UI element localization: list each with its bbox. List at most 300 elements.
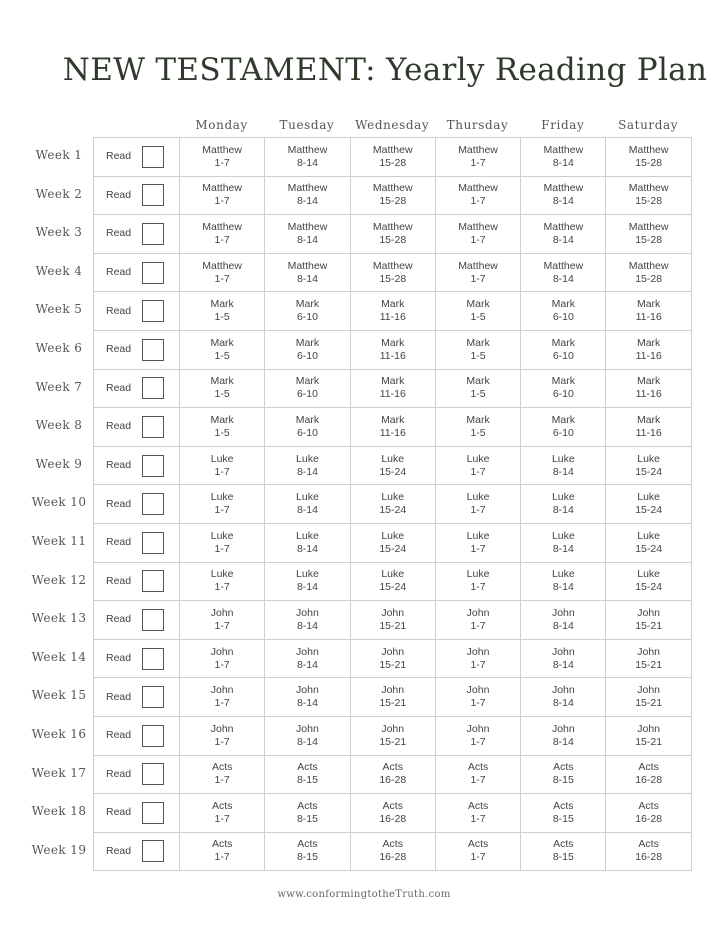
reading-cell <box>265 138 350 177</box>
table-row <box>94 717 692 756</box>
reading-cell <box>436 331 521 370</box>
read-checkbox[interactable] <box>142 840 164 862</box>
reading-cell <box>436 138 521 177</box>
book-name: Matthew <box>202 143 242 156</box>
reading-cell <box>606 601 691 640</box>
chapter-range: 15-24 <box>379 542 407 555</box>
read-checkbox[interactable] <box>142 570 164 592</box>
table-row <box>94 215 692 254</box>
read-cell <box>94 640 180 679</box>
chapter-range: 1-7 <box>214 697 230 710</box>
chapter-range: 15-24 <box>635 465 663 478</box>
book-name: John <box>210 684 234 697</box>
chapter-range: 8-14 <box>296 581 318 594</box>
reading-cell <box>521 640 606 679</box>
chapter-range: 6-10 <box>552 311 574 324</box>
book-name: Luke <box>637 491 661 504</box>
chapter-range: 11-16 <box>635 426 662 439</box>
reading-cell <box>436 177 521 216</box>
week-label: Week 7 <box>35 379 83 394</box>
book-name: John <box>637 606 661 619</box>
read-checkbox[interactable] <box>142 493 164 515</box>
reading-cell <box>265 717 350 756</box>
read-checkbox[interactable] <box>142 184 164 206</box>
chapter-range: 1-7 <box>470 233 486 246</box>
book-name: Mark <box>210 298 234 311</box>
chapter-range: 8-14 <box>296 195 318 208</box>
day-header-3: Thursday <box>446 118 509 132</box>
chapter-range: 8-14 <box>552 233 574 246</box>
read-label: Read <box>106 420 132 433</box>
book-name: Acts <box>553 799 574 812</box>
book-name: Luke <box>637 568 661 581</box>
table-row <box>94 177 692 216</box>
week-label: Week 13 <box>31 611 87 626</box>
reading-cell <box>606 408 691 447</box>
chapter-range: 1-7 <box>214 658 230 671</box>
chapter-range: 15-24 <box>379 504 407 517</box>
reading-cell <box>606 370 691 409</box>
book-name: Luke <box>466 452 490 465</box>
reading-cell <box>351 833 436 872</box>
chapter-range: 1-7 <box>470 195 486 208</box>
table-row <box>94 563 692 602</box>
read-checkbox[interactable] <box>142 223 164 245</box>
book-name: Matthew <box>543 259 584 272</box>
read-cell <box>94 408 180 447</box>
book-name: John <box>551 606 575 619</box>
read-label: Read <box>106 150 132 163</box>
chapter-range: 11-16 <box>379 311 406 324</box>
reading-cell <box>521 678 606 717</box>
chapter-range: 8-15 <box>552 812 574 825</box>
book-name: Luke <box>466 568 490 581</box>
book-name: Luke <box>296 452 319 465</box>
chapter-range: 15-21 <box>379 697 407 710</box>
reading-cell <box>265 331 350 370</box>
chapter-range: 1-7 <box>470 735 486 748</box>
reading-cell <box>436 678 521 717</box>
chapter-range: 1-7 <box>470 504 486 517</box>
chapter-range: 15-28 <box>379 272 407 285</box>
week-label: Week 9 <box>35 456 83 471</box>
book-name: Luke <box>381 529 405 542</box>
book-name: John <box>637 684 661 697</box>
book-name: Matthew <box>287 259 328 272</box>
chapter-range: 1-7 <box>214 619 230 632</box>
book-name: Luke <box>466 491 490 504</box>
book-name: Mark <box>551 375 575 388</box>
chapter-range: 6-10 <box>296 311 318 324</box>
read-cell <box>94 215 180 254</box>
reading-cell <box>180 447 265 486</box>
book-name: Matthew <box>543 182 584 195</box>
book-name: Matthew <box>287 220 328 233</box>
chapter-range: 1-5 <box>470 426 486 439</box>
chapter-range: 1-7 <box>470 156 486 169</box>
book-name: Luke <box>210 529 234 542</box>
chapter-range: 1-7 <box>470 619 486 632</box>
read-label: Read <box>106 729 132 742</box>
chapter-range: 1-7 <box>470 581 486 594</box>
book-name: Acts <box>638 838 659 851</box>
reading-cell <box>180 408 265 447</box>
book-name: Mark <box>551 413 575 426</box>
chapter-range: 8-14 <box>296 619 318 632</box>
reading-cell <box>265 640 350 679</box>
chapter-range: 1-7 <box>214 774 230 787</box>
reading-cell <box>351 177 436 216</box>
read-checkbox[interactable] <box>142 686 164 708</box>
book-name: John <box>296 645 319 658</box>
reading-cell <box>521 756 606 795</box>
book-name: Mark <box>295 336 320 349</box>
book-name: Acts <box>382 799 403 812</box>
chapter-range: 11-16 <box>379 388 406 401</box>
read-checkbox[interactable] <box>142 609 164 631</box>
book-name: Acts <box>553 761 574 774</box>
reading-cell <box>180 601 265 640</box>
reading-cell <box>521 292 606 331</box>
book-name: Acts <box>297 761 318 774</box>
reading-cell <box>521 215 606 254</box>
reading-cell <box>436 756 521 795</box>
read-checkbox[interactable] <box>142 802 164 824</box>
read-cell <box>94 717 180 756</box>
chapter-range: 15-21 <box>635 658 663 671</box>
table-row <box>94 756 692 795</box>
book-name: Mark <box>295 413 320 426</box>
week-label: Week 2 <box>35 186 83 201</box>
website-footer: www.conformingtotheTruth.com <box>277 889 451 900</box>
week-label: Week 19 <box>31 842 87 857</box>
table-row <box>94 485 692 524</box>
book-name: John <box>466 645 490 658</box>
chapter-range: 15-28 <box>635 233 663 246</box>
chapter-range: 8-14 <box>552 697 574 710</box>
chapter-range: 1-7 <box>470 812 486 825</box>
chapter-range: 1-5 <box>214 311 230 324</box>
chapter-range: 15-28 <box>635 156 663 169</box>
read-cell <box>94 331 180 370</box>
reading-cell <box>521 331 606 370</box>
book-name: Matthew <box>372 220 413 233</box>
chapter-range: 15-21 <box>635 735 663 748</box>
book-name: Mark <box>381 375 405 388</box>
reading-cell <box>265 524 350 563</box>
chapter-range: 6-10 <box>296 349 318 362</box>
book-name: Mark <box>466 298 490 311</box>
book-name: Acts <box>211 761 233 774</box>
week-label: Week 18 <box>31 804 87 819</box>
book-name: Luke <box>551 529 575 542</box>
reading-cell <box>265 563 350 602</box>
read-checkbox[interactable] <box>142 300 164 322</box>
reading-cell <box>180 485 265 524</box>
read-cell <box>94 756 180 795</box>
book-name: Mark <box>295 375 320 388</box>
read-cell <box>94 601 180 640</box>
reading-cell <box>521 370 606 409</box>
book-name: Mark <box>295 298 320 311</box>
reading-cell <box>351 447 436 486</box>
reading-cell <box>265 408 350 447</box>
book-name: Matthew <box>202 259 242 272</box>
read-cell <box>94 177 180 216</box>
reading-cell <box>265 794 350 833</box>
chapter-range: 1-7 <box>470 774 486 787</box>
read-checkbox[interactable] <box>142 532 164 554</box>
reading-cell <box>606 794 691 833</box>
book-name: Luke <box>296 529 319 542</box>
read-checkbox[interactable] <box>142 763 164 785</box>
book-name: Matthew <box>202 182 242 195</box>
read-checkbox[interactable] <box>142 262 164 284</box>
read-cell <box>94 563 180 602</box>
reading-cell <box>351 408 436 447</box>
book-name: Luke <box>381 491 405 504</box>
chapter-range: 8-15 <box>552 774 574 787</box>
chapter-range: 8-14 <box>296 735 318 748</box>
chapter-range: 8-14 <box>296 697 318 710</box>
book-name: Matthew <box>628 143 669 156</box>
week-label: Week 3 <box>35 225 83 240</box>
book-name: Luke <box>551 491 575 504</box>
reading-cell <box>180 254 265 293</box>
table-row <box>94 447 692 486</box>
book-name: Acts <box>297 838 318 851</box>
table-row <box>94 678 692 717</box>
chapter-range: 1-7 <box>470 697 486 710</box>
chapter-range: 1-7 <box>470 658 486 671</box>
chapter-range: 8-14 <box>552 156 574 169</box>
book-name: Acts <box>382 761 403 774</box>
book-name: Luke <box>466 529 490 542</box>
book-name: John <box>637 645 661 658</box>
chapter-range: 16-28 <box>635 812 663 825</box>
reading-cell <box>521 524 606 563</box>
read-label: Read <box>106 343 132 356</box>
day-header-5: Saturday <box>618 118 679 132</box>
table-row <box>94 408 692 447</box>
chapter-range: 1-7 <box>214 504 230 517</box>
reading-cell <box>606 292 691 331</box>
book-name: Acts <box>638 761 659 774</box>
book-name: John <box>210 606 234 619</box>
reading-cell <box>351 756 436 795</box>
book-name: Mark <box>381 336 405 349</box>
page-title: NEW TESTAMENT: Yearly Reading Plan <box>62 52 708 88</box>
book-name: John <box>296 684 319 697</box>
chapter-range: 8-14 <box>552 195 574 208</box>
reading-cell <box>180 756 265 795</box>
table-row <box>94 254 692 293</box>
reading-cell <box>436 524 521 563</box>
read-cell <box>94 292 180 331</box>
book-name: Mark <box>551 336 575 349</box>
book-name: Matthew <box>287 182 328 195</box>
chapter-range: 8-15 <box>296 774 318 787</box>
read-label: Read <box>106 613 132 626</box>
reading-cell <box>180 177 265 216</box>
read-label: Read <box>106 690 132 703</box>
chapter-range: 16-28 <box>379 851 407 864</box>
reading-cell <box>351 601 436 640</box>
book-name: John <box>296 722 319 735</box>
reading-cell <box>265 447 350 486</box>
read-label: Read <box>106 806 132 819</box>
read-checkbox[interactable] <box>142 648 164 670</box>
read-label: Read <box>106 459 132 472</box>
read-label: Read <box>106 652 132 665</box>
chapter-range: 1-5 <box>214 349 230 362</box>
reading-cell <box>265 177 350 216</box>
reading-cell <box>521 177 606 216</box>
reading-cell <box>606 640 691 679</box>
book-name: Mark <box>636 413 661 426</box>
book-name: Luke <box>551 452 575 465</box>
day-header-1: Tuesday <box>279 118 335 132</box>
reading-cell <box>180 331 265 370</box>
reading-cell <box>436 485 521 524</box>
reading-cell <box>606 254 691 293</box>
book-name: Matthew <box>372 143 413 156</box>
reading-cell <box>521 254 606 293</box>
reading-cell <box>436 563 521 602</box>
book-name: Acts <box>211 799 233 812</box>
reading-cell <box>606 447 691 486</box>
chapter-range: 1-7 <box>470 465 486 478</box>
chapter-range: 8-15 <box>552 851 574 864</box>
reading-cell <box>351 215 436 254</box>
read-checkbox[interactable] <box>142 377 164 399</box>
book-name: John <box>296 606 319 619</box>
reading-cell <box>521 563 606 602</box>
week-label: Week 1 <box>35 148 83 162</box>
book-name: Matthew <box>628 220 669 233</box>
chapter-range: 16-28 <box>379 774 407 787</box>
table-row <box>94 601 692 640</box>
chapter-range: 8-14 <box>296 272 318 285</box>
chapter-range: 8-15 <box>296 812 318 825</box>
week-label: Week 10 <box>31 495 87 510</box>
table-row <box>94 292 692 331</box>
book-name: Luke <box>551 568 575 581</box>
read-checkbox[interactable] <box>142 339 164 361</box>
reading-cell <box>180 563 265 602</box>
reading-cell <box>606 524 691 563</box>
reading-cell <box>351 138 436 177</box>
book-name: Acts <box>297 799 318 812</box>
chapter-range: 1-7 <box>214 195 230 208</box>
week-label: Week 15 <box>31 688 87 703</box>
book-name: Acts <box>553 838 574 851</box>
reading-cell <box>521 447 606 486</box>
book-name: Acts <box>467 761 489 774</box>
book-name: Acts <box>467 838 489 851</box>
week-label: Week 6 <box>35 341 83 355</box>
read-checkbox[interactable] <box>142 455 164 477</box>
book-name: John <box>466 606 490 619</box>
book-name: John <box>466 684 490 697</box>
reading-cell <box>436 408 521 447</box>
chapter-range: 1-7 <box>214 465 230 478</box>
chapter-range: 8-14 <box>552 735 574 748</box>
read-checkbox[interactable] <box>142 416 164 438</box>
book-name: John <box>466 722 490 735</box>
read-checkbox[interactable] <box>142 725 164 747</box>
reading-cell <box>521 408 606 447</box>
reading-cell <box>351 717 436 756</box>
chapter-range: 8-14 <box>296 465 318 478</box>
read-cell <box>94 485 180 524</box>
chapter-range: 1-7 <box>214 851 230 864</box>
book-name: Matthew <box>458 220 498 233</box>
day-header-4: Friday <box>541 118 585 132</box>
book-name: John <box>381 645 405 658</box>
reading-cell <box>180 370 265 409</box>
reading-cell <box>180 292 265 331</box>
book-name: Luke <box>210 568 234 581</box>
reading-cell <box>180 138 265 177</box>
book-name: Mark <box>466 413 490 426</box>
chapter-range: 1-7 <box>470 542 486 555</box>
reading-cell <box>436 640 521 679</box>
reading-cell <box>265 756 350 795</box>
read-cell <box>94 833 180 872</box>
reading-cell <box>436 254 521 293</box>
read-cell <box>94 370 180 409</box>
read-cell <box>94 794 180 833</box>
chapter-range: 1-7 <box>214 542 230 555</box>
table-row <box>94 833 692 872</box>
chapter-range: 16-28 <box>635 774 663 787</box>
chapter-range: 1-7 <box>214 581 230 594</box>
reading-cell <box>436 292 521 331</box>
book-name: Mark <box>381 413 405 426</box>
chapter-range: 1-7 <box>214 812 230 825</box>
reading-cell <box>351 678 436 717</box>
book-name: Acts <box>211 838 233 851</box>
reading-cell <box>351 563 436 602</box>
chapter-range: 1-5 <box>470 388 486 401</box>
chapter-range: 1-5 <box>214 426 230 439</box>
book-name: John <box>210 722 234 735</box>
read-label: Read <box>106 227 132 240</box>
read-checkbox[interactable] <box>142 146 164 168</box>
book-name: John <box>551 722 575 735</box>
chapter-range: 1-7 <box>214 735 230 748</box>
chapter-range: 1-5 <box>470 311 486 324</box>
table-row <box>94 138 692 177</box>
chapter-range: 15-21 <box>379 619 407 632</box>
read-label: Read <box>106 266 132 279</box>
reading-cell <box>436 717 521 756</box>
reading-cell <box>265 833 350 872</box>
reading-cell <box>351 794 436 833</box>
book-name: Luke <box>296 568 319 581</box>
chapter-range: 8-14 <box>552 542 574 555</box>
table-row <box>94 524 692 563</box>
reading-cell <box>351 254 436 293</box>
chapter-range: 8-14 <box>296 156 318 169</box>
read-label: Read <box>106 844 132 857</box>
chapter-range: 11-16 <box>379 349 406 362</box>
chapter-range: 6-10 <box>552 388 574 401</box>
reading-cell <box>351 640 436 679</box>
week-label: Week 8 <box>35 418 83 433</box>
reading-cell <box>606 215 691 254</box>
